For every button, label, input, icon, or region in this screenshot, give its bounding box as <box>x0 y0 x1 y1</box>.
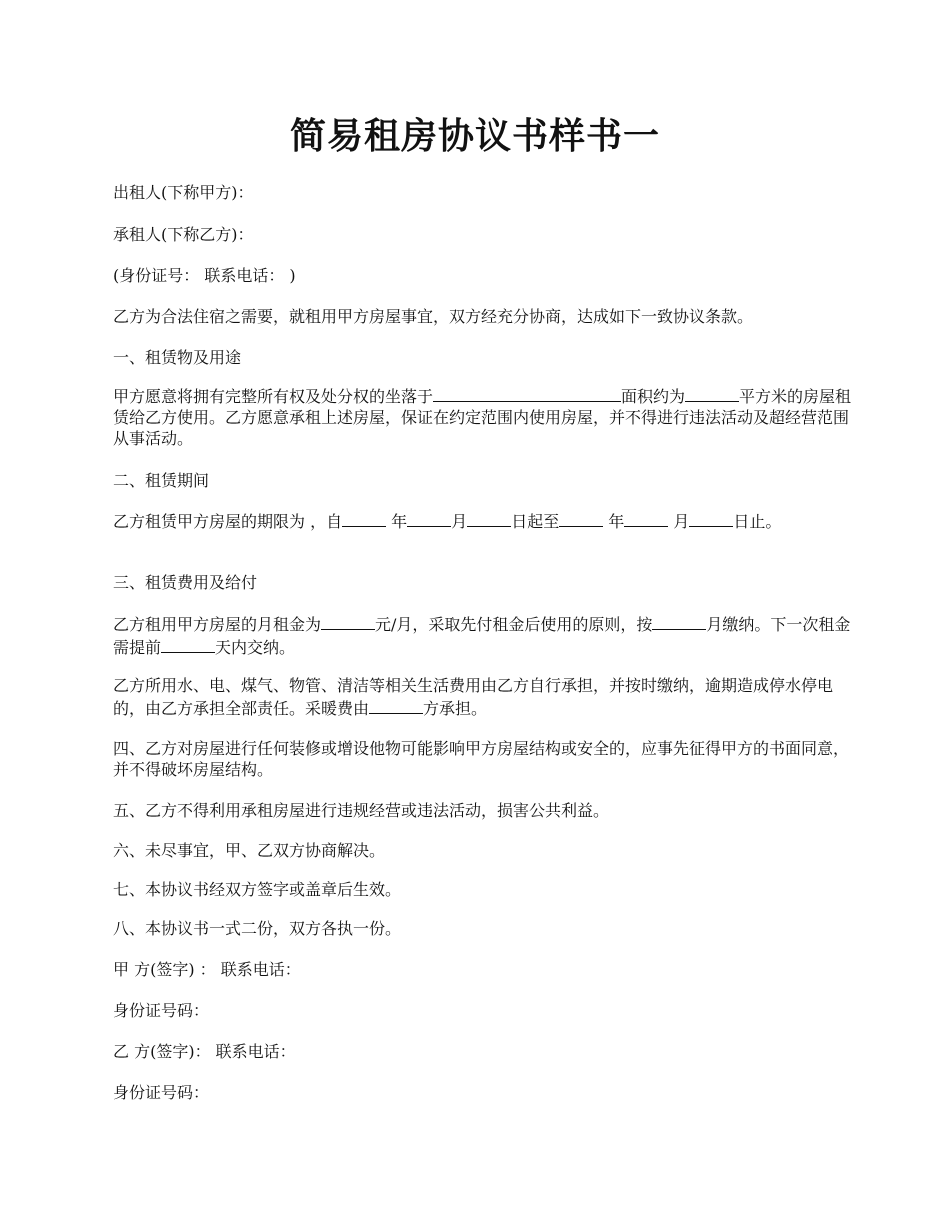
end-day-blank <box>689 509 733 527</box>
lessee-line: 承租人(下称乙方)： <box>113 225 254 244</box>
sec2-text-c: 月 <box>451 512 468 531</box>
payment-period-blank <box>652 612 706 630</box>
section-3-paragraph-1 <box>113 612 853 658</box>
area-blank <box>685 384 739 402</box>
sec2-text-g: 日止。 <box>733 512 782 531</box>
party-a-signature-line: 甲 方(签字) ： 联系电话： <box>113 960 301 979</box>
sec3-text-f: 方承担。 <box>423 699 488 718</box>
sec2-text-d: 日起至 <box>511 512 560 531</box>
sec3-text-a: 乙方租用甲方房屋的月租金为 <box>113 615 322 634</box>
sec2-text-b: 年 <box>386 512 408 531</box>
intro-paragraph: 乙方为合法住宿之需要，就租用甲方房屋事宜，双方经充分协商，达成如下一致协议条款。 <box>113 307 754 326</box>
sec1-text-a: 甲方愿意将拥有完整所有权及处分权的坐落于 <box>113 387 434 406</box>
start-month-blank <box>407 509 451 527</box>
sec1-text-c: 平方米的房屋租赁给乙方使用。乙方愿意承租上述房屋，保证在约定范围内使用房屋，并不得进行违法活动及超经营范围从事活动。 <box>113 387 852 448</box>
section-6-paragraph: 六、未尽事宜，甲、乙双方协商解决。 <box>113 841 386 860</box>
section-3-heading: 三、租赁费用及给付 <box>113 573 258 592</box>
start-year-blank <box>342 509 386 527</box>
section-1-heading: 一、租赁物及用途 <box>113 348 242 367</box>
advance-days-blank <box>161 635 215 653</box>
sec1-text-b: 面积约为 <box>621 387 686 406</box>
lessor-line: 出租人(下称甲方)： <box>113 183 254 202</box>
sec2-text-a: 乙方租赁甲方房屋的期限为 ，自 <box>113 512 343 531</box>
sec2-text-f: 月 <box>668 512 690 531</box>
start-day-blank <box>467 509 511 527</box>
party-a-id-line: 身份证号码： <box>113 1001 210 1020</box>
location-blank <box>433 384 621 402</box>
section-4-paragraph: 四、乙方对房屋进行任何装修或增设他物可能影响甲方房屋结构或安全的，应事先征得甲方的书面同意，并不得破坏房屋结构。 <box>113 739 850 779</box>
section-1-paragraph <box>113 384 853 449</box>
section-5-paragraph: 五、乙方不得利用承租房屋进行违规经营或违法活动，损害公共利益。 <box>113 801 610 820</box>
section-8-paragraph: 八、本协议书一式二份，双方各执一份。 <box>113 919 402 938</box>
party-b-id-line: 身份证号码： <box>113 1083 210 1102</box>
section-7-paragraph: 七、本协议书经双方签字或盖章后生效。 <box>113 880 402 899</box>
end-year-blank <box>559 509 603 527</box>
sec3-text-c: 月缴纳。下一次租金需提前 <box>113 615 851 657</box>
section-2-paragraph <box>113 509 853 532</box>
section-2-heading: 二、租赁期间 <box>113 471 210 490</box>
heating-party-blank <box>369 696 423 714</box>
end-month-blank <box>624 509 668 527</box>
id-phone-line: (身份证号： 联系电话： ) <box>113 266 296 285</box>
party-b-signature-line: 乙 方(签字)： 联系电话： <box>113 1042 296 1061</box>
sec3-text-b: 元/月，采取先付租金后使用的原则，按 <box>375 615 653 634</box>
section-3-paragraph-2 <box>113 675 853 719</box>
monthly-rent-blank <box>321 612 375 630</box>
document-title: 简易租房协议书样书一 <box>289 115 660 157</box>
sec3-text-e: 乙方所用水、电、煤气、物管、清洁等相关生活费用由乙方自行承担，并按时缴纳，逾期造成停水停电的，由乙方承担全部责任。采暖费由 <box>113 676 834 718</box>
sec2-text-e: 年 <box>603 512 625 531</box>
sec3-text-d: 天内交纳。 <box>215 638 296 657</box>
